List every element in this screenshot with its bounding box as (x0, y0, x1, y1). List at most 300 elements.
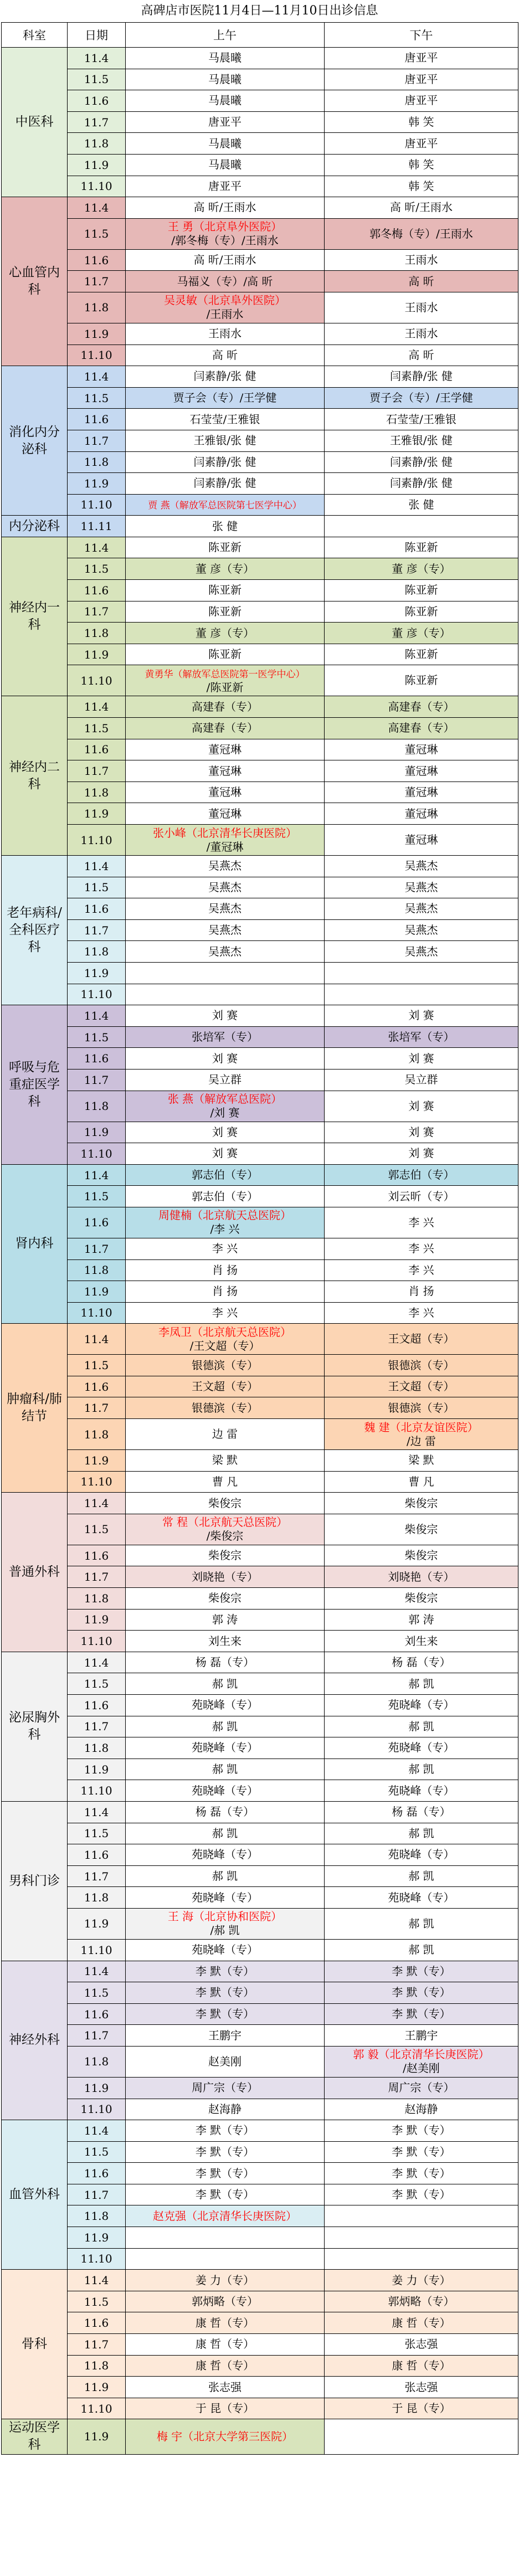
date-cell: 11.8 (68, 1091, 126, 1122)
schedule-row (2, 1069, 518, 1091)
afternoon-doctor-cell (325, 665, 518, 696)
schedule-row (2, 451, 518, 473)
doctor-name: 郝 凯 (212, 1719, 238, 1733)
morning-doctor-cell (126, 154, 325, 176)
date-cell: 11.5 (68, 1673, 126, 1695)
doctor-name: 董冠琳 (404, 742, 438, 756)
morning-doctor-cell (126, 1823, 325, 1844)
schedule-row (2, 218, 518, 249)
date-cell: 11.9 (68, 962, 126, 984)
doctor-name: 高 昕 (212, 348, 238, 362)
date-cell: 11.4 (68, 366, 126, 388)
morning-doctor-cell (126, 1887, 325, 1909)
doctor-name: 李 默（专） (195, 2145, 255, 2158)
morning-doctor-cell (126, 48, 325, 69)
doctor-name: 郝 凯 (212, 1826, 238, 1840)
schedule-row (2, 2227, 518, 2249)
doctor-name: 李 默（专） (392, 1986, 451, 1999)
doctor-name: 柴俊宗 (404, 1591, 438, 1605)
doctor-name: /王文超（专） (189, 1339, 260, 1353)
schedule-row (2, 1673, 518, 1695)
afternoon-doctor-cell (325, 1397, 518, 1419)
date-cell: 11.8 (68, 2355, 126, 2377)
visiting-expert-label: 常 程（北京航天总医院） (162, 1515, 288, 1529)
afternoon-doctor-cell (325, 1164, 518, 1186)
department-name: 消化内分泌科 (2, 366, 68, 516)
morning-doctor-cell (126, 1238, 325, 1259)
visiting-expert-label: 李凤卫（北京航天总医院） (158, 1325, 291, 1339)
department-name: 肾内科 (2, 1164, 68, 1324)
doctor-name: 苑晓峰（专） (388, 1890, 455, 1904)
morning-doctor-cell (126, 366, 325, 388)
doctor-name: 李 默（专） (195, 1986, 255, 1999)
morning-doctor-cell (126, 1716, 325, 1737)
morning-doctor-cell (126, 537, 325, 558)
date-cell: 11.5 (68, 558, 126, 580)
date-cell: 11.9 (68, 2377, 126, 2398)
date-cell: 11.10 (68, 2248, 126, 2270)
doctor-name: 郭志伯（专） (388, 1168, 455, 1182)
schedule-row (2, 1238, 518, 1259)
doctor-name: 刘 赛 (408, 1099, 434, 1113)
morning-doctor-cell (126, 176, 325, 197)
doctor-name: 梁 默 (212, 1453, 238, 1467)
department-name: 血管外科 (2, 2120, 68, 2270)
afternoon-doctor-cell (325, 1566, 518, 1588)
date-cell: 11.10 (68, 2398, 126, 2419)
schedule-row (2, 781, 518, 803)
afternoon-doctor-cell (325, 1091, 518, 1122)
date-cell: 11.5 (68, 2141, 126, 2163)
schedule-row (2, 271, 518, 292)
afternoon-doctor-cell (325, 69, 518, 90)
date-cell: 11.10 (68, 345, 126, 366)
afternoon-doctor-cell (325, 825, 518, 856)
doctor-name: 高 昕 (408, 348, 434, 362)
morning-doctor-cell (126, 473, 325, 495)
date-cell: 11.6 (68, 2163, 126, 2184)
date-cell: 11.10 (68, 1302, 126, 1324)
doctor-name: 边 雷 (212, 1427, 238, 1441)
afternoon-doctor-cell (325, 856, 518, 877)
date-cell: 11.7 (68, 2025, 126, 2047)
doctor-name: /郭冬梅（专）/王雨水 (171, 234, 279, 248)
doctor-name: 柴俊宗 (208, 1591, 241, 1605)
doctor-name: 姜 力（专） (195, 2273, 255, 2287)
date-cell: 11.5 (68, 2291, 126, 2312)
date-cell: 11.6 (68, 1695, 126, 1716)
date-cell: 11.6 (68, 1207, 126, 1238)
date-cell: 11.6 (68, 1048, 126, 1070)
doctor-name: /柴俊宗 (206, 1529, 244, 1543)
morning-doctor-cell (126, 1737, 325, 1759)
schedule-row (2, 718, 518, 739)
doctor-name: 李 默（专） (392, 2166, 451, 2180)
schedule-row (2, 644, 518, 665)
schedule-row (2, 803, 518, 825)
doctor-name: 郝 凯 (408, 1719, 434, 1733)
morning-doctor-cell (126, 218, 325, 249)
morning-doctor-cell (126, 1302, 325, 1324)
date-cell: 11.7 (68, 1865, 126, 1887)
morning-doctor-cell (126, 1122, 325, 1143)
afternoon-doctor-cell (325, 803, 518, 825)
date-cell: 11.7 (68, 430, 126, 451)
morning-doctor-cell (126, 1844, 325, 1866)
date-cell: 11.4 (68, 1005, 126, 1027)
doctor-name: 曹 凡 (408, 1474, 434, 1488)
doctor-name: 刘云昕（专） (388, 1189, 455, 1203)
date-cell: 11.8 (68, 133, 126, 155)
date-cell: 11.8 (68, 1887, 126, 1909)
date-cell: 11.10 (68, 1143, 126, 1165)
doctor-name: 李 默（专） (392, 2007, 451, 2021)
schedule-row (2, 1514, 518, 1545)
visiting-expert-label: 黄勇华（解放军总医院第一医学中心） (145, 669, 305, 680)
afternoon-doctor-cell (325, 1609, 518, 1631)
doctor-name: 吴燕杰 (208, 880, 241, 894)
afternoon-doctor-cell (325, 1823, 518, 1844)
doctor-name: 董冠琳 (208, 764, 241, 778)
date-cell: 11.7 (68, 1238, 126, 1259)
doctor-name: 刘 赛 (408, 1051, 434, 1065)
schedule-row (2, 1450, 518, 1472)
schedule-row (2, 1164, 518, 1186)
doctor-name: 韩 笑 (408, 158, 434, 172)
doctor-name: 郝 凯 (408, 1869, 434, 1883)
doctor-name: 董 彦（专） (392, 562, 451, 575)
schedule-row (2, 2248, 518, 2270)
afternoon-doctor-cell (325, 1673, 518, 1695)
doctor-name: 闫素静/张 健 (389, 455, 453, 469)
schedule-row (2, 516, 518, 537)
afternoon-doctor-cell (325, 1887, 518, 1909)
afternoon-doctor-cell (325, 1716, 518, 1737)
visiting-expert-label: 郭 毅（北京清华长庚医院） (353, 2048, 490, 2061)
afternoon-doctor-cell (325, 1207, 518, 1238)
morning-doctor-cell (126, 2227, 325, 2249)
afternoon-doctor-cell (325, 494, 518, 516)
schedule-row (2, 1186, 518, 1207)
schedule-row (2, 2025, 518, 2047)
header-pm: 下午 (325, 23, 518, 48)
date-cell: 11.5 (68, 1026, 126, 1048)
morning-doctor-cell (126, 1908, 325, 1939)
visiting-expert-label: 王 海（北京协和医院） (167, 1910, 282, 1924)
morning-doctor-cell (126, 1588, 325, 1610)
doctor-name: 郭冬梅（专）/王雨水 (369, 227, 473, 240)
date-cell: 11.9 (68, 1908, 126, 1939)
date-cell: 11.8 (68, 292, 126, 323)
schedule-row (2, 1801, 518, 1823)
afternoon-doctor-cell (325, 48, 518, 69)
doctor-name: 董冠琳 (208, 742, 241, 756)
doctor-name: 康 哲（专） (195, 2337, 255, 2351)
doctor-name: 闫素静/张 健 (193, 455, 256, 469)
afternoon-doctor-cell (325, 2270, 518, 2291)
visiting-expert-label: 周健楠（北京航天总医院） (158, 1209, 291, 1222)
date-cell: 11.9 (68, 2077, 126, 2099)
doctor-name: 郝 凯 (212, 1762, 238, 1776)
schedule-row (2, 1695, 518, 1716)
doctor-name: 杨 磊（专） (195, 1805, 255, 1819)
date-cell: 11.5 (68, 69, 126, 90)
schedule-row (2, 1026, 518, 1048)
schedule-row (2, 2377, 518, 2398)
doctor-name: 吴燕杰 (404, 902, 438, 916)
doctor-name: 王雨水 (404, 327, 438, 341)
date-cell: 11.10 (68, 1471, 126, 1493)
schedule-row (2, 2077, 518, 2099)
schedule-row (2, 2355, 518, 2377)
afternoon-doctor-cell (325, 2205, 518, 2227)
morning-doctor-cell (126, 760, 325, 782)
doctor-name: 肖 扬 (408, 1284, 434, 1298)
doctor-name: 陈亚新 (208, 604, 241, 618)
date-cell: 11.4 (68, 197, 126, 219)
afternoon-doctor-cell (325, 2120, 518, 2142)
doctor-name: 张 健 (212, 519, 238, 533)
morning-doctor-cell (126, 2270, 325, 2291)
morning-doctor-cell (126, 1982, 325, 2004)
doctor-name: 王鹏宇 (404, 2028, 438, 2042)
doctor-name: 王鹏宇 (208, 2028, 241, 2042)
morning-doctor-cell (126, 941, 325, 963)
afternoon-doctor-cell (325, 2025, 518, 2047)
morning-doctor-cell (126, 1545, 325, 1566)
morning-doctor-cell (126, 1566, 325, 1588)
morning-doctor-cell (126, 516, 325, 537)
date-cell: 11.4 (68, 1652, 126, 1673)
department-name: 普通外科 (2, 1493, 68, 1652)
doctor-name: 苑晓峰（专） (192, 1741, 258, 1755)
department-name: 运动医学科 (2, 2419, 68, 2454)
date-cell: 11.8 (68, 451, 126, 473)
doctor-name: 高建春（专） (192, 700, 258, 713)
date-cell: 11.4 (68, 2270, 126, 2291)
morning-doctor-cell (126, 2077, 325, 2099)
doctor-name: 吴燕杰 (404, 923, 438, 937)
morning-doctor-cell (126, 825, 325, 856)
afternoon-doctor-cell (325, 1324, 518, 1355)
doctor-name: 吴立群 (404, 1073, 438, 1087)
doctor-name: 闫素静/张 健 (193, 476, 256, 490)
schedule-row (2, 1961, 518, 1982)
doctor-name: 张志强 (208, 2380, 241, 2394)
date-cell: 11.4 (68, 537, 126, 558)
afternoon-doctor-cell (325, 1259, 518, 1281)
schedule-row (2, 345, 518, 366)
header-date: 日期 (68, 23, 126, 48)
date-cell: 11.9 (68, 1122, 126, 1143)
morning-doctor-cell (126, 962, 325, 984)
doctor-name: 唐亚平 (404, 51, 438, 65)
schedule-row (2, 1302, 518, 1324)
afternoon-doctor-cell (325, 473, 518, 495)
doctor-name: /李 兴 (210, 1222, 240, 1236)
date-cell: 11.9 (68, 323, 126, 345)
afternoon-doctor-cell (325, 537, 518, 558)
doctor-name: 闫素静/张 健 (389, 476, 453, 490)
afternoon-doctor-cell (325, 1982, 518, 2004)
doctor-name: 李 默（专） (195, 2188, 255, 2202)
date-cell: 11.6 (68, 1844, 126, 1866)
doctor-name: 苑晓峰（专） (388, 1741, 455, 1755)
doctor-name: 李 默（专） (392, 2188, 451, 2202)
morning-doctor-cell (126, 1780, 325, 1802)
schedule-row (2, 1759, 518, 1780)
schedule-row (2, 1005, 518, 1027)
schedule-row (2, 580, 518, 601)
schedule-row (2, 1419, 518, 1450)
date-cell: 11.11 (68, 516, 126, 537)
doctor-name: 陈亚新 (404, 541, 438, 554)
department-name: 内分泌科 (2, 516, 68, 537)
visiting-expert-label: 梅 宇（北京大学第三医院） (156, 2429, 294, 2443)
morning-doctor-cell (126, 558, 325, 580)
doctor-name: 闫素静/张 健 (193, 369, 256, 383)
morning-doctor-cell (126, 2398, 325, 2419)
doctor-name: 王雨水 (208, 327, 241, 341)
doctor-name: 张志强 (404, 2337, 438, 2351)
afternoon-doctor-cell (325, 1908, 518, 1939)
afternoon-doctor-cell (325, 1695, 518, 1716)
department-name: 泌尿胸外科 (2, 1652, 68, 1801)
morning-doctor-cell (126, 1961, 325, 1982)
afternoon-doctor-cell (325, 1302, 518, 1324)
afternoon-doctor-cell (325, 1652, 518, 1673)
doctor-name: 郝 凯 (408, 1826, 434, 1840)
doctor-name: 姜 力（专） (392, 2273, 451, 2287)
doctor-name: 马晨曦 (208, 51, 241, 65)
morning-doctor-cell (126, 1514, 325, 1545)
schedule-row (2, 1566, 518, 1588)
afternoon-doctor-cell (325, 1186, 518, 1207)
afternoon-doctor-cell (325, 1780, 518, 1802)
schedule-row (2, 1143, 518, 1165)
date-cell: 11.4 (68, 696, 126, 718)
morning-doctor-cell (126, 803, 325, 825)
afternoon-doctor-cell (325, 133, 518, 155)
doctor-name: 康 哲（专） (195, 2358, 255, 2372)
morning-doctor-cell (126, 665, 325, 696)
date-cell: 11.7 (68, 1397, 126, 1419)
afternoon-doctor-cell (325, 1005, 518, 1027)
doctor-name: 贾子会（专）/王学健 (173, 391, 277, 405)
schedule-row (2, 1716, 518, 1737)
schedule-row (2, 665, 518, 696)
doctor-name: /郝 凯 (210, 1924, 240, 1937)
schedule-row (2, 1823, 518, 1844)
doctor-name: 杨 磊（专） (392, 1655, 451, 1669)
schedule-row (2, 2046, 518, 2077)
morning-doctor-cell (126, 494, 325, 516)
doctor-name: 李 默（专） (392, 1964, 451, 1978)
morning-doctor-cell (126, 430, 325, 451)
doctor-name: /王雨水 (206, 307, 244, 321)
doctor-name: 吴燕杰 (404, 859, 438, 873)
date-cell: 11.10 (68, 665, 126, 696)
doctor-name: 马晨曦 (208, 94, 241, 107)
afternoon-doctor-cell (325, 1961, 518, 1982)
schedule-row (2, 409, 518, 430)
schedule-row (2, 133, 518, 155)
doctor-name: 李 默（专） (195, 2166, 255, 2180)
afternoon-doctor-cell (325, 430, 518, 451)
doctor-name: 陈亚新 (404, 647, 438, 661)
department-name: 神经内一科 (2, 537, 68, 696)
schedule-row (2, 1737, 518, 1759)
header-am: 上午 (126, 23, 325, 48)
schedule-row (2, 1908, 518, 1939)
doctor-name: 张培军（专） (388, 1030, 455, 1044)
doctor-name: 曹 凡 (212, 1474, 238, 1488)
date-cell: 11.6 (68, 1545, 126, 1566)
doctor-name: 康 哲（专） (392, 2358, 451, 2372)
schedule-row (2, 2312, 518, 2334)
morning-doctor-cell (126, 1005, 325, 1027)
doctor-name: 李 兴 (408, 1215, 434, 1229)
afternoon-doctor-cell (325, 558, 518, 580)
doctor-name: 郭 涛 (408, 1612, 434, 1626)
date-cell: 11.8 (68, 1259, 126, 1281)
doctor-name: 唐亚平 (208, 115, 241, 129)
afternoon-doctor-cell (325, 2077, 518, 2099)
afternoon-doctor-cell (325, 1493, 518, 1514)
doctor-name: 银德滨（专） (388, 1401, 455, 1415)
schedule-row (2, 623, 518, 644)
morning-doctor-cell (126, 984, 325, 1005)
doctor-name: 郭 涛 (212, 1612, 238, 1626)
doctor-name: 王雨水 (404, 300, 438, 314)
doctor-name: 李 兴 (212, 1242, 238, 1256)
doctor-name: 李 默（专） (195, 1964, 255, 1978)
doctor-name: 张 健 (408, 497, 434, 511)
morning-doctor-cell (126, 1419, 325, 1450)
morning-doctor-cell (126, 292, 325, 323)
doctor-name: 柴俊宗 (404, 1549, 438, 1562)
schedule-row (2, 154, 518, 176)
afternoon-doctor-cell (325, 2184, 518, 2205)
date-cell: 11.10 (68, 1939, 126, 1961)
schedule-row (2, 941, 518, 963)
morning-doctor-cell (126, 1695, 325, 1716)
date-cell: 11.9 (68, 644, 126, 665)
doctor-name: 刘晓艳（专） (388, 1570, 455, 1583)
doctor-name: 刘 赛 (212, 1051, 238, 1065)
morning-doctor-cell (126, 1026, 325, 1048)
morning-doctor-cell (126, 2312, 325, 2334)
schedule-row (2, 537, 518, 558)
doctor-name: 董 彦（专） (392, 626, 451, 640)
doctor-name: 刘 赛 (408, 1125, 434, 1139)
date-cell: 11.4 (68, 1801, 126, 1823)
date-cell: 11.4 (68, 856, 126, 877)
doctor-name: 唐亚平 (208, 179, 241, 193)
schedule-row (2, 1939, 518, 1961)
afternoon-doctor-cell (325, 197, 518, 219)
schedule-row (2, 1471, 518, 1493)
date-cell: 11.8 (68, 941, 126, 963)
doctor-name: 高 昕/王雨水 (193, 253, 256, 267)
afternoon-doctor-cell (325, 2398, 518, 2419)
doctor-name: 王雅银/张 健 (389, 434, 453, 448)
doctor-name: 刘 赛 (408, 1009, 434, 1022)
visiting-expert-label: 王 勇（北京阜外医院） (167, 220, 282, 234)
doctor-name: 韩 笑 (408, 179, 434, 193)
doctor-name: 王文超（专） (388, 1332, 455, 1346)
visiting-expert-label: 贾 燕（解放军总医院第七医学中心） (148, 500, 302, 511)
